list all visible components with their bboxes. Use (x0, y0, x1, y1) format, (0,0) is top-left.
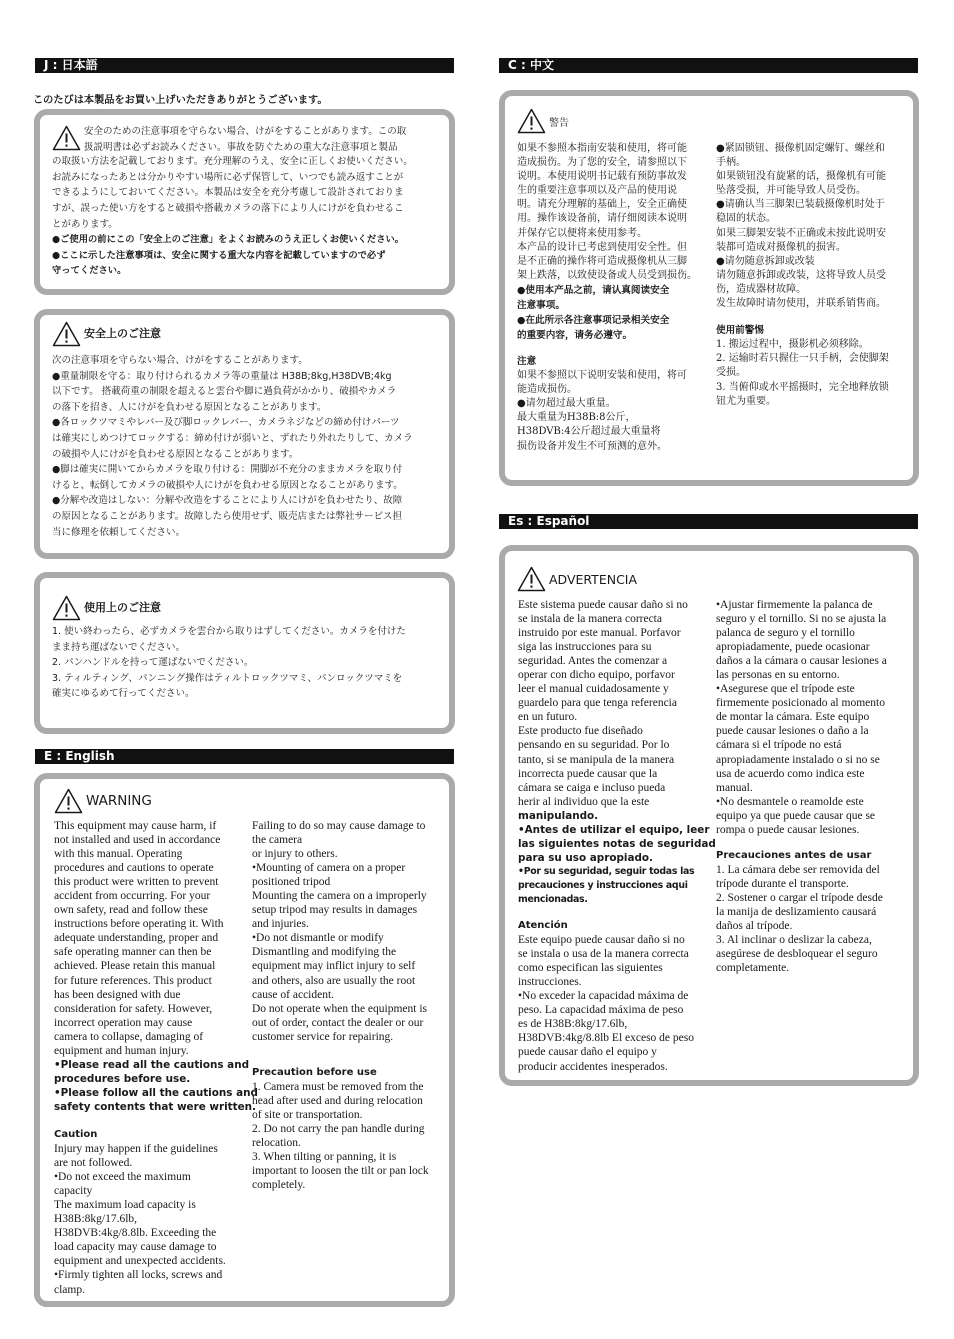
en-text-line: •Firmly tighten all locks, screws and (54, 1269, 223, 1282)
en-text-line: clamp. (54, 1283, 85, 1296)
section-header-japanese: J : 日本語 (35, 58, 454, 73)
jp-box1-line: とがあります。 (52, 218, 118, 230)
zh-text-line: 装都可造成对摄像机的损害。 (716, 241, 846, 253)
es-text-line: rompa o puede causar lesiones. (716, 823, 860, 836)
zh-bold-line: 的重要内容，请务必遵守。 (517, 329, 633, 341)
warning-triangle-icon (517, 566, 546, 592)
jp-box2-line: ●各ロックツマミやレバー及び脚ロックレバー、カメラネジなどの締め付けパーツ (52, 417, 400, 429)
zh-text-line: 如果锁钮没有旋紧的话，摄像机有可能 (716, 171, 886, 183)
en-text-line: load capacity may cause damage to (54, 1241, 217, 1254)
jp-box2-line: の落下を招き、人にけがを負わせる原因となることがあります。 (52, 401, 327, 413)
zh-text-line: 请勿随意拆卸或改装，这将导致人员受 (716, 269, 886, 281)
en-text-line: equipment may inflict injury to self (252, 960, 416, 973)
zh-text-line: 钮尤为重要。 (716, 395, 776, 407)
en-bold-line: safety contents that were written. (54, 1100, 257, 1113)
zh-text-line: 发生故障时请勿使用，并联系销售商。 (716, 298, 886, 310)
en-text-line: completely. (252, 1179, 306, 1192)
en-title-row (54, 788, 152, 814)
en-text-line: adequate understanding, proper and (54, 932, 219, 945)
zh-text-line: 能造成损伤。 (517, 384, 577, 396)
spacer (716, 837, 912, 849)
es-text-line: cámara se caiga e incluso pueda (518, 781, 666, 794)
jp-box2-title-row (52, 321, 444, 347)
zh-text-line: 3. 当俯仰或水平摇摄时，完全地释放锁 (716, 381, 889, 393)
es-text-line: pensando en su seguridad. Por lo (518, 739, 670, 752)
zh-text-line: 是不正确的操作将可造成摄像机从三脚 (517, 255, 687, 267)
jp-box1-line: すが、誤った使い方をすると破損や搭載カメラの落下により人にけがを負わせるこ (52, 202, 404, 214)
spacer (518, 907, 711, 919)
jp-box3-line: 3. ティルティング、パンニング操作はティルトロックツマミ、パンロックツマミを (52, 672, 403, 684)
en-text-line: 1. Camera must be removed from the (252, 1080, 424, 1093)
en-text-line: accident from occurring. For your (54, 890, 211, 903)
jp-usage-precautions-box (34, 572, 455, 734)
es-bold-line: •Antes de utilizar el equipo, leer (518, 823, 710, 836)
zh-text-line: 稳固的状态。 (716, 213, 776, 225)
en-text-line: camera to collapse, damaging of (54, 1030, 204, 1043)
en-text-line: equipment and human injury. (54, 1044, 189, 1057)
jp-box2-line: 次の注意事項を守らない場合、けがをすることがあります。 (52, 355, 308, 366)
en-text-line: safe operating manner can then be (54, 946, 212, 959)
en-text-line: consideration for safety. However, (54, 1002, 213, 1015)
es-text-line: daños al trípode. (716, 920, 793, 933)
es-text-line: •No desmantele o reamolde este (716, 795, 864, 808)
zh-title-row (517, 108, 569, 134)
es-text-line: 3. Al inclinar o deslizar la cabeza, (716, 934, 872, 947)
es-text-line: instruido por este manual. Porfavor (518, 627, 681, 640)
es-title-row (517, 566, 637, 592)
en-text-line: instructions before operating it. With (54, 918, 224, 931)
zh-text-line: 受损。 (716, 367, 746, 379)
jp-safety-precautions-box (34, 309, 455, 559)
en-text-line: The maximum load capacity is (54, 1199, 196, 1212)
warning-triangle-icon (52, 321, 81, 347)
en-text-line: relocation. (252, 1136, 301, 1149)
es-warning-box (499, 545, 919, 1086)
zh-text-line: 造成损伤。为了您的安全，请参照以下 (517, 157, 687, 169)
es-bold-line: mencionadas. (518, 893, 588, 905)
es-bold-line: manipulando. (518, 809, 599, 822)
en-text-line: incorrect operation may cause (54, 1016, 193, 1029)
en-text-line: Mounting the camera on a improperly (252, 890, 427, 903)
spacer (54, 1114, 244, 1128)
en-text-line: for future references. This product (54, 974, 212, 987)
en-text-line: this product were written to prevent (54, 876, 219, 889)
jp-box2-line: ●重量制限を守る：取り付けられるカメラ等の重量は H38B;8kg,H38DVB;4kg (52, 370, 392, 382)
jp-box1-line: できるようにしておいてください。本製品は安全を充分考慮して設計されておりま (52, 187, 404, 199)
en-text-line: 2. Do not carry the pan handle during (252, 1122, 425, 1135)
zh-text-line: 说明。本使用说明书记载有预防事故发 (517, 171, 687, 183)
es-attention-title: Atención (518, 920, 568, 932)
en-text-line: setup tripod may results in damages (252, 904, 418, 917)
en-text-line: H38B:8kg/17.6lb, (54, 1213, 138, 1226)
zh-column-2 (716, 142, 912, 409)
en-text-line: not installed and used in accordance (54, 834, 221, 847)
es-text-line: trípode durante el transporte. (716, 877, 849, 890)
es-column-1 (518, 598, 716, 1074)
jp-box3-line: 2. パンハンドルを持って運ばないでください。 (52, 657, 254, 669)
jp-box1-line: の取扱い方法を記載しております。充分理解のうえ、安全に正しくお使いください。 (52, 156, 413, 168)
es-text-line: operar con dicho equipo, porfavor (518, 669, 675, 682)
zh-text-line: 并保存它以便将来使用参考。 (517, 227, 647, 239)
en-text-line: •Mounting of camera on a proper (252, 862, 406, 875)
es-text-line: se instala o usa de la manera correcta (518, 948, 689, 961)
es-text-line: firmemente posicionado al momento (716, 697, 885, 710)
jp-box1-line: 扱説明書は必ずお読みください。事故を防ぐための重大な注意事項と製品 (84, 141, 398, 153)
jp-box1-bold-line: 守ってください。 (52, 265, 127, 277)
jp-box2-content (52, 321, 444, 540)
es-text-line: peso. La capacidad máxima de peso (518, 1004, 684, 1017)
es-text-line: •No exceder la capacidad máxima de (518, 990, 689, 1003)
en-text-line: of site or transportation. (252, 1108, 363, 1121)
en-text-line: Failing to do so may cause damage to (252, 820, 426, 832)
en-text-line: the camera (252, 834, 303, 847)
zh-text-line: 本产品的设计已考虑到使用安全性。但 (517, 241, 687, 253)
es-text-line: equipo ya que puede causar que se (716, 809, 876, 822)
spacer (716, 311, 912, 324)
zh-text-line: 坠落受损，并可能导致人员受伤。 (716, 185, 866, 197)
es-precaution-title: Precauciones antes de usar (716, 849, 872, 861)
jp-box1-line: 安全のための注意事項を守らない場合、けがをすることがあります。この取 (84, 126, 407, 137)
en-text-line: has been designed with due (54, 988, 181, 1001)
en-precaution-title: Precaution before use (252, 1066, 377, 1078)
zh-warning-box (499, 90, 919, 486)
zh-bold-line: ●使用本产品之前，请认真阅读安全 (517, 284, 670, 296)
jp-box2-line: けると、転倒してカメラの破損や人にけがを負わせる原因となることがあります。 (52, 479, 403, 491)
zh-bold-line: ●在此所示各注意事项记录相关安全 (517, 314, 670, 326)
es-text-line: tanto, si se manipula de la manera (518, 753, 675, 766)
es-bold-line: para su uso apropiado. (518, 851, 653, 864)
jp-box3-line: まま持ち運ばないでください。 (52, 641, 186, 653)
es-title: ADVERTENCIA (549, 571, 638, 587)
jp-box2-title: 安全上のご注意 (84, 327, 161, 341)
jp-box2-line: 当に修理を依頼してください。 (52, 526, 186, 538)
es-text-line: incorrecta puede causar que la (518, 767, 658, 780)
es-text-line: instrucciones. (518, 976, 582, 989)
es-text-line: asegúrese de desbloquear el seguro (716, 948, 878, 961)
es-text-line: herir al individuo que la este (518, 795, 650, 808)
es-text-line: usa de acuerdo como indica este (716, 767, 865, 780)
section-header-spanish: Es : Español (499, 514, 918, 529)
section-header-english: E : English (35, 749, 454, 764)
zh-title: 警告 (549, 117, 569, 129)
zh-text-line: 生的重要注意事项以及产品的使用说 (517, 185, 677, 197)
es-text-line: seguro y el tornillo. Si no se ajusta la (716, 613, 887, 626)
es-text-line: apropiadamente instalado o si no se (716, 753, 880, 766)
en-text-line: H38DVB:4kg/8.8lb. Exceeding the (54, 1227, 217, 1240)
en-warning-box (34, 773, 455, 1307)
en-text-line: are not followed. (54, 1157, 133, 1170)
en-text-line: with this manual. Operating (54, 848, 183, 861)
es-text-line: 1. La cámara debe ser removida del (716, 863, 880, 876)
es-text-line: puede causar lesiones o daño a la (716, 725, 869, 738)
en-bold-line: •Please read all the cautions and (54, 1058, 250, 1071)
jp-box3-content (52, 595, 444, 702)
zh-text-line: 如果不参照以下说明安装和使用，将可 (517, 370, 687, 382)
jp-box2-line: の原因となることがあります。故障したら使用せず、販売店または弊社サービス担 (52, 510, 402, 522)
en-text-line: 3. When tilting or panning, it is (252, 1151, 397, 1164)
zh-text-line: ●紧固锁钮、摄像机固定螺钉、螺丝和 (716, 143, 885, 154)
jp-box3-line: 確実にゆるめて行ってください。 (52, 688, 195, 700)
warning-triangle-icon (54, 788, 83, 814)
jp-box1-line: お読みになったあとは分かりやすい場所に必ず保管して、いつでも読み返すことが (52, 171, 404, 183)
spacer (252, 1044, 447, 1066)
es-text-line: en un futuro. (518, 711, 578, 724)
es-text-line: de montar la cámara. Este equipo (716, 711, 870, 724)
es-bold-line: las siguientes notas de seguridad (518, 837, 716, 850)
en-bold-line: procedures before use. (54, 1072, 191, 1085)
en-text-line: important to loosen the tilt or pan lock (252, 1165, 429, 1178)
zh-text-line: 1. 搬运过程中，摄影机必须移除。 (716, 339, 869, 351)
zh-text-line: H38DVB:4公斤超过最大重量将 (517, 426, 661, 438)
en-text-line: achieved. Please retain this manual (54, 960, 216, 973)
es-text-line: Este producto fue diseñado (518, 725, 643, 738)
zh-text-line: 如果三脚架安装不正确或未按此说明安 (716, 227, 886, 239)
es-text-line: seguridad. Antes the comenzar a (518, 655, 668, 668)
en-text-line: or injury to others. (252, 848, 338, 861)
es-column-2 (716, 598, 912, 975)
es-text-line: producir accidentes inesperados. (518, 1060, 668, 1073)
en-bold-line: •Please follow all the cautions and (54, 1086, 258, 1099)
jp-box2-line: ●分解や改造はしない：分解や改造をすることにより人にけがを負わせたり、故障 (52, 495, 403, 507)
jp-box2-line: は確実にしめつけてロックする：締め付けが弱いと、ずれたり外れたりして、カメラ (52, 432, 413, 444)
es-text-line: apropiadamente, puede ocasionar (716, 641, 870, 654)
en-text-line: head after used and during relocation (252, 1094, 423, 1107)
es-bold-line: •Por su seguridad, seguir todas las (518, 865, 695, 877)
zh-text-line: 最大重量为H38B:8公斤， (517, 412, 636, 424)
warning-triangle-icon (52, 595, 81, 621)
en-text-line: positioned tripod (252, 876, 331, 889)
es-text-line: manual. (716, 781, 753, 794)
zh-precaution-title: 使用前警惕 (716, 325, 764, 337)
es-text-line: completamente. (716, 962, 790, 975)
es-text-line: la manija de deslizamiento causará (716, 905, 877, 918)
warning-triangle-icon (517, 108, 546, 134)
zh-text-line: 2. 运输时若只握住一只手柄，会使脚架 (716, 353, 889, 365)
zh-text-line: ●请勿随意拆卸或改装 (716, 255, 815, 267)
zh-column-1 (517, 142, 709, 454)
es-bold-line: precauciones y instrucciones aqui (518, 879, 688, 891)
jp-box2-line: ●脚は確実に開いてからカメラを取り付ける：開脚が不充分のままカメラを取り付 (52, 464, 403, 476)
es-text-line: Este equipo puede causar daño si no (518, 934, 685, 947)
zh-text-line: 损伤设备并发生不可预测的意外。 (517, 440, 667, 452)
es-text-line: las personas en su entorno. (716, 669, 840, 682)
es-text-line: 2. Sostener o cargar el trípode desde (716, 891, 883, 904)
en-text-line: This equipment may cause harm, if (54, 820, 217, 832)
jp-intro-text: このたびは本製品をお買い上げいただきありがとうございます。 (33, 95, 328, 106)
zh-text-line: 架上跌落，以致使设备或人员受到损伤。 (517, 269, 697, 281)
jp-box3-title-row (52, 595, 444, 621)
es-text-line: palanca de seguro y el tornillo (716, 627, 855, 640)
jp-box2-line: の破損や人にけがを負わせる原因となることがあります。 (52, 448, 299, 460)
es-text-line: •Ajustar firmemente la palanca de (716, 599, 873, 611)
es-text-line: Este sistema puede causar daño si no (518, 599, 688, 611)
en-column-1 (54, 819, 258, 1297)
en-text-line: customer service for repairing. (252, 1030, 394, 1043)
jp-box1-bold-line: ●ここに示した注意事項は、安全に関する重大な内容を記載していますので必ず (52, 249, 386, 261)
zh-bold-line: 注意事项。 (517, 299, 565, 311)
jp-box2-line: 以下です。 搭載荷重の制限を超えると雲台や脚に過負荷がかかり、破損やカメラ (52, 386, 397, 398)
es-text-line: daños a la cámara o causar lesiones a (716, 655, 887, 668)
en-title: WARNING (86, 793, 152, 809)
jp-box1-bold-line: ●ご使用の前にこの「安全上のご注意」をよくお読みのうえ正しくお使いください。 (52, 234, 405, 246)
es-text-line: guardelo para que tenga referencia (518, 697, 677, 710)
es-text-line: H38DVB:4kg/8.8lb El exceso de peso (518, 1032, 694, 1045)
en-text-line: •Do not dismantle or modify (252, 932, 384, 945)
zh-text-line: 手柄。 (716, 157, 746, 169)
en-text-line: Injury may happen if the guidelines (54, 1143, 218, 1156)
en-column-2 (252, 819, 447, 1192)
jp-safety-intro-box (34, 109, 455, 295)
es-text-line: leer el manual cuidadosamente y (518, 683, 669, 696)
jp-box3-title: 使用上のご注意 (84, 601, 161, 615)
zh-text-line: ●请勿超过最大重量。 (517, 398, 616, 410)
en-text-line: procedures and cautions to operate (54, 862, 214, 875)
section-header-chinese: C : 中文 (499, 58, 918, 73)
en-text-line: •Do not exceed the maximum (54, 1171, 191, 1184)
zh-text-line: 明。请充分理解的基础上，安全正确使 (517, 199, 687, 211)
zh-text-line: 如果不参照本指南安装和使用，将可能 (517, 143, 687, 154)
en-text-line: equipment and unexpected accidents. (54, 1255, 226, 1268)
es-text-line: cámara si el trípode no está (716, 739, 842, 752)
es-text-line: se instala de la manera correcta (518, 613, 662, 626)
zh-text-line: ●请确认当三脚架已装载摄像机时处于 (716, 199, 885, 211)
warning-triangle-icon (52, 125, 81, 151)
es-text-line: siga las instrucciones para su (518, 641, 652, 654)
es-text-line: puede causar daño el equipo y (518, 1046, 657, 1059)
zh-text-line: 伤，造成器材故障。 (716, 283, 806, 295)
en-text-line: and injuries. (252, 918, 309, 931)
zh-text-line: 用。操作该设备前，请仔细阅读本说明 (517, 213, 687, 225)
en-text-line: Dismantling and modifying the (252, 946, 397, 959)
es-text-line: es de H38B:8kg/17.6lb, (518, 1018, 628, 1031)
en-text-line: and others, also are usually the root (252, 974, 416, 987)
es-text-line: •Asegurese que el trípode este (716, 683, 855, 696)
en-text-line: Do not operate when the equipment is (252, 1002, 428, 1015)
en-caution-title: Caution (54, 1128, 98, 1140)
en-text-line: capacity (54, 1185, 93, 1198)
jp-box1-content (52, 124, 444, 279)
en-text-line: cause of accident. (252, 988, 335, 1001)
zh-note-title: 注意 (517, 355, 537, 367)
en-text-line: out of order, contact the dealer or our (252, 1016, 424, 1029)
jp-box3-line: 1. 使い終わったら、必ずカメラを雲台から取りはずしてください。カメラを付けた (52, 626, 406, 637)
en-text-line: own safety, read and follow these (54, 904, 208, 917)
es-text-line: como especifican las siguientes (518, 962, 663, 975)
spacer (517, 343, 709, 355)
